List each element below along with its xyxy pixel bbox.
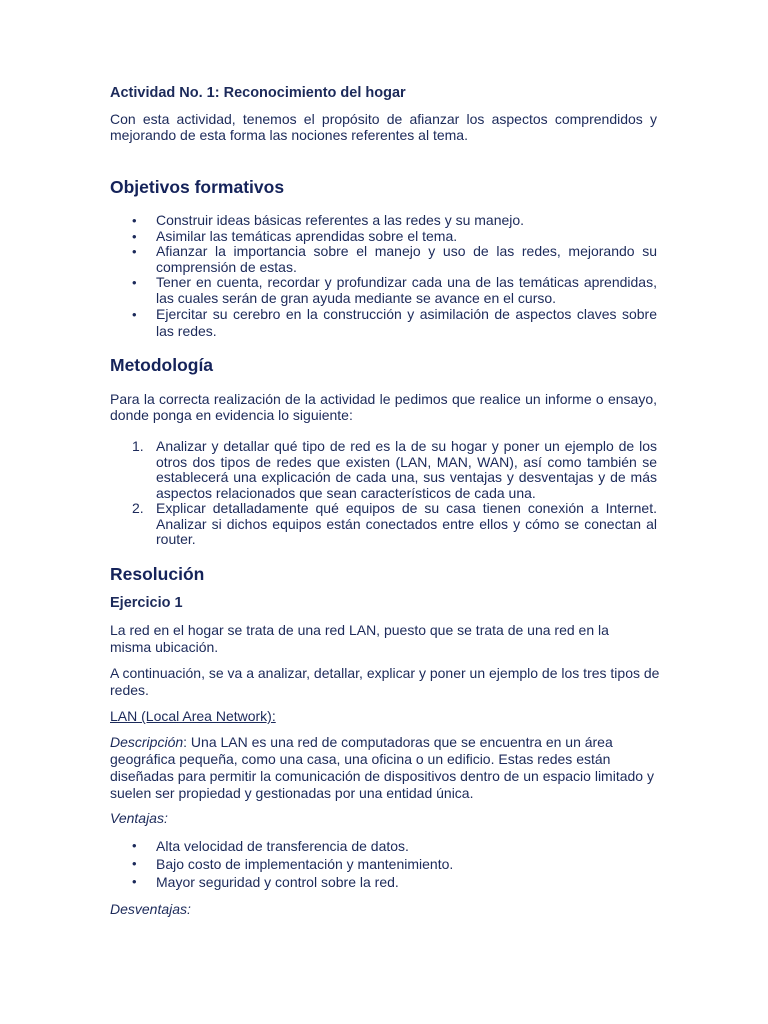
bullet-icon: • (132, 213, 137, 228)
lan-description: Descripción: Una LAN es una red de computadoras que se encuentra en un área geográfica pequeña, como una casa, una oficina o un edificio. Estas redes están diseñadas para permitir la comunicación de dispositivos dentro de un espacio limitado y suelen ser propiedad y gestionadas por una entidad única. (110, 734, 654, 801)
resolution-paragraph-2: A continuación, se va a analizar, detallar, explicar y poner un ejemplo de los tres tipos de redes. (110, 665, 660, 698)
resolution-heading: Resolución (110, 564, 205, 584)
objectives-list (110, 213, 657, 340)
resolution-paragraph-1: La red en el hogar se trata de una red LAN, puesto que se trata de una red en la misma ubicación. (110, 622, 609, 655)
list-item: • Mayor seguridad y control sobre la red. (132, 874, 399, 890)
list-item: 1. Analizar y detallar qué tipo de red es la de su hogar y poner un ejemplo de los otros dos tipos de redes que existen (LAN, MAN, WAN), así como también se establecerá una explicación de cada una, sus ventajas y desventajas y de más aspectos relacionados que sean característicos de cada una. (132, 438, 657, 501)
bullet-icon: • (132, 874, 137, 889)
activity-title: Actividad No. 1: Reconocimiento del hogar (110, 85, 406, 101)
list-item: 2. Explicar detalladamente qué equipos de su casa tienen conexión a Internet. Analizar si dichos equipos están conectados entre ellos y cómo se conectan al router. (132, 500, 657, 547)
advantages-label: Ventajas: (110, 810, 168, 826)
bullet-icon: • (132, 856, 137, 871)
list-item: • Alta velocidad de transferencia de datos. (132, 838, 409, 854)
list-item: • Bajo costo de implementación y mantenimiento. (132, 856, 454, 872)
list-item: • Ejercitar su cerebro en la construcción y asimilación de aspectos claves sobre las redes. (132, 306, 657, 339)
bullet-icon: • (132, 275, 137, 290)
disadvantages-label: Desventajas: (110, 901, 191, 917)
methodology-intro: Para la correcta realización de la actividad le pedimos que realice un informe o ensayo, donde ponga en evidencia lo siguiente: (110, 391, 657, 423)
list-item: • Asimilar las temáticas aprendidas sobre el tema. (132, 227, 458, 244)
methodology-steps (110, 439, 657, 548)
list-item: • Afianzar la importancia sobre el manejo y uso de las redes, mejorando su comprensión de estas. (132, 243, 657, 275)
intro-paragraph: Con esta actividad, tenemos el propósito de afianzar los aspectos comprendidos y mejorando de esta forma las nociones referentes al tema. (110, 111, 657, 143)
bullet-icon: • (132, 838, 137, 853)
list-item: • Tener en cuenta, recordar y profundizar cada una de las temáticas aprendidas, las cuales serán de gran ayuda mediante se avance en el curso. (132, 274, 657, 306)
lan-heading: LAN (Local Area Network): (110, 708, 276, 724)
list-item: • Construir ideas básicas referentes a las redes y su manejo. (132, 212, 525, 228)
bullet-icon: • (132, 244, 137, 259)
exercise-heading: Ejercicio 1 (110, 595, 183, 611)
methodology-heading: Metodología (110, 355, 214, 375)
bullet-icon: • (132, 307, 137, 322)
bullet-icon: • (132, 228, 137, 244)
objectives-heading: Objetivos formativos (110, 177, 285, 197)
advantages-list (110, 837, 657, 891)
